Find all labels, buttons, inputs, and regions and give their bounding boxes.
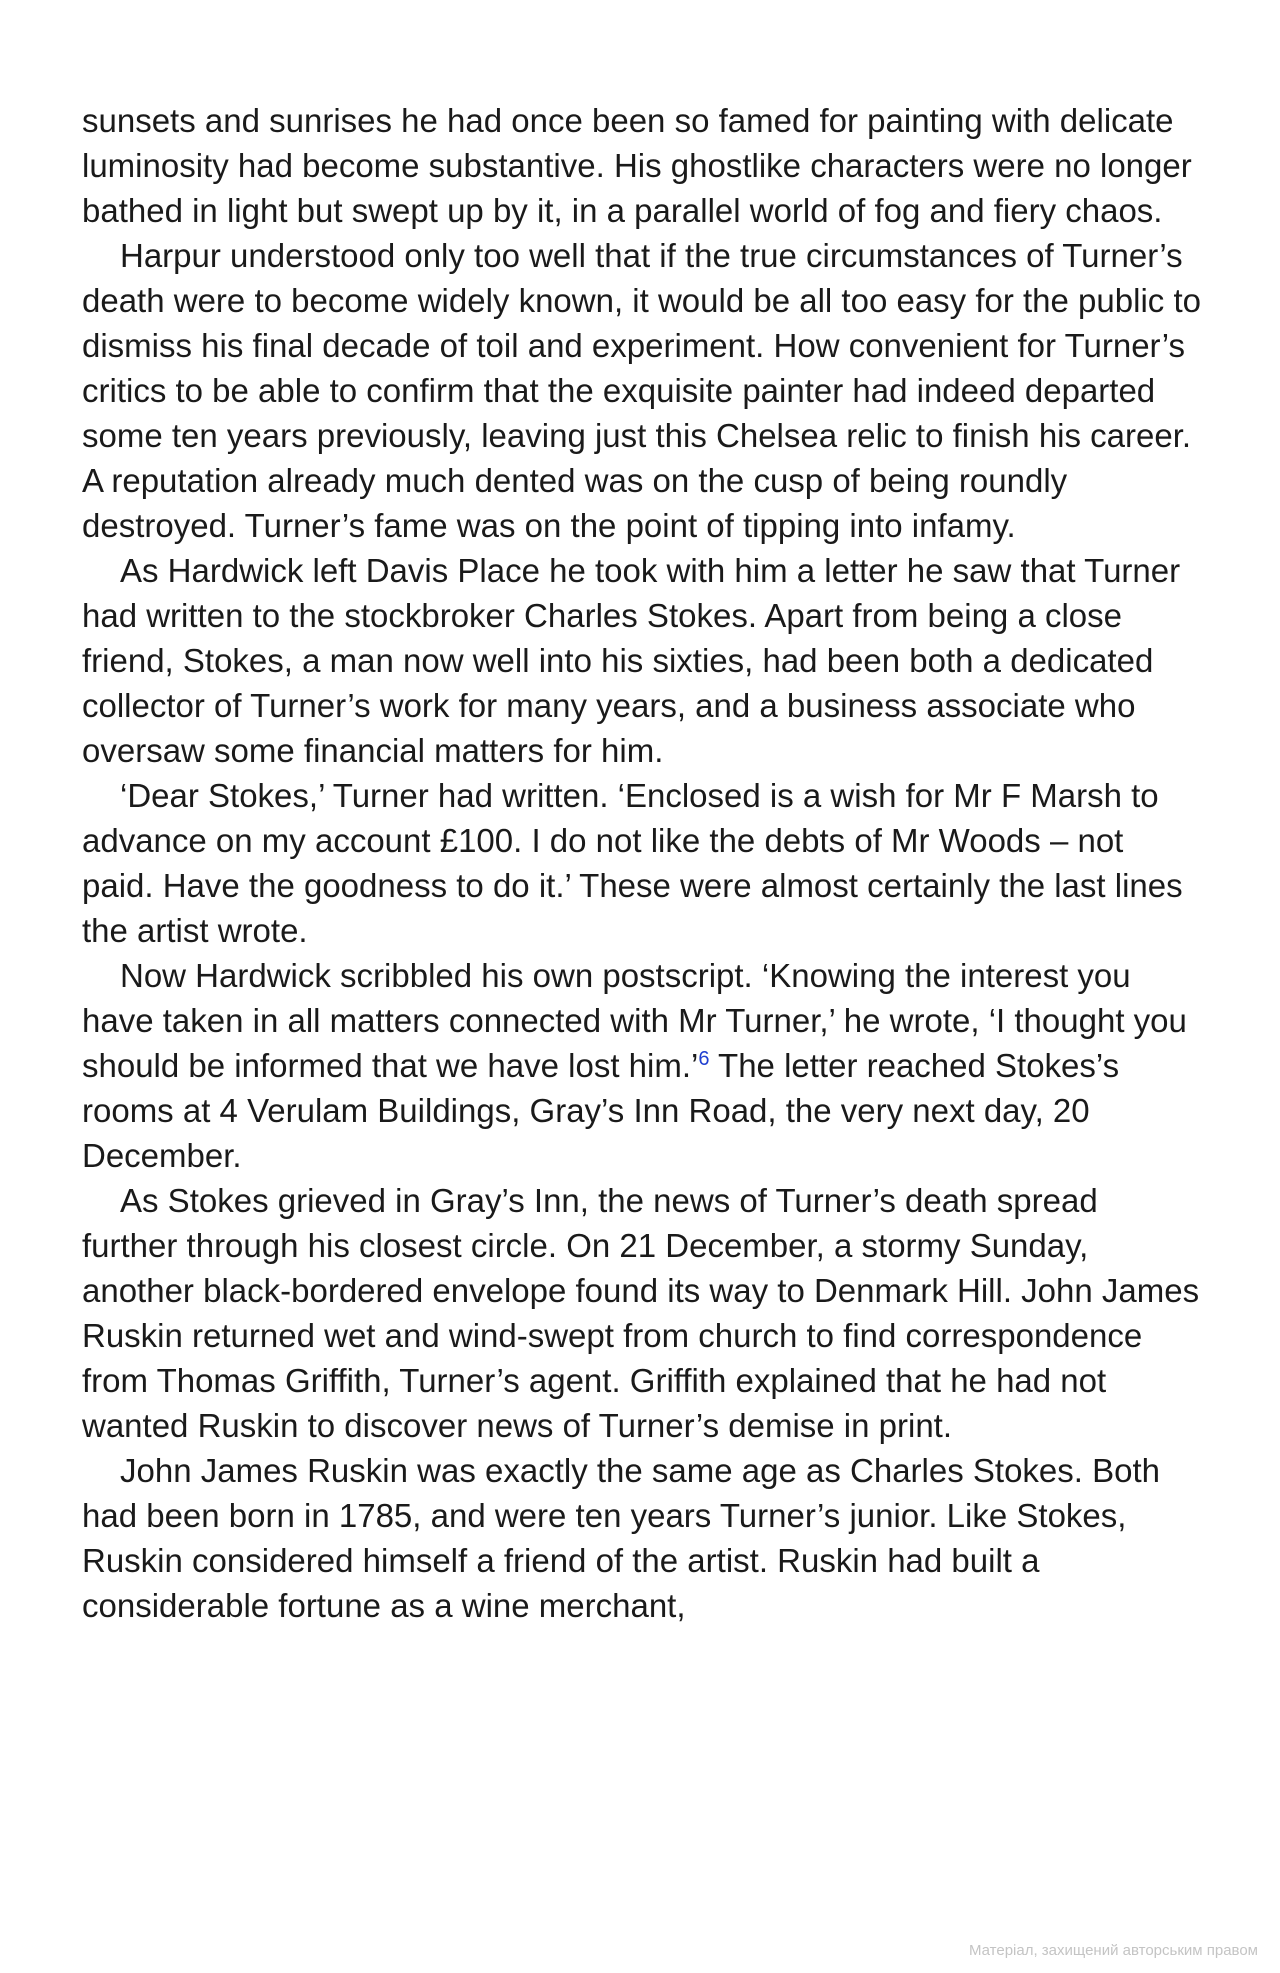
footnote-reference[interactable]: 6 bbox=[698, 1048, 710, 1070]
postscript-text-after: The letter reached Stokes’s rooms at 4 Verulam Buildings, Gray’s Inn Road, the very next day, 20 December. bbox=[82, 1047, 1120, 1174]
postscript-text-before: Now Hardwick scribbled his own postscript. ‘Knowing the interest you have taken in all matters connected with Mr Turner,’ he wrote, ‘I thought you should be informed that we have lost him.’ bbox=[82, 957, 1187, 1084]
body-text bbox=[82, 98, 1202, 1628]
paragraph-john-james-ruskin: John James Ruskin was exactly the same age as Charles Stokes. Both had been born in 1785, and were ten years Turner’s junior. Like Stokes, Ruskin considered himself a friend of the artist. Ruskin had built a considerable fortune as a wine merchant, bbox=[82, 1452, 1160, 1624]
paragraph-continued: sunsets and sunrises he had once been so famed for painting with delicate luminosity had become substantive. His ghostlike characters were no longer bathed in light but swept up by it, in a parallel world of fog and fiery chaos. bbox=[82, 102, 1192, 229]
paragraph-harpur: Harpur understood only too well that if the true circumstances of Turner’s death were to become widely known, it would be all too easy for the public to dismiss his final decade of toil and experiment. How convenient for Turner’s critics to be able to confirm that the exquisite painter had indeed departed some ten years previously, leaving just this Chelsea relic to finish his career. A reputation already much dented was on the cusp of being roundly destroyed. Turner’s fame was on the point of tipping into infamy. bbox=[82, 237, 1201, 544]
paragraph-dear-stokes: ‘Dear Stokes,’ Turner had written. ‘Enclosed is a wish for Mr F Marsh to advance on my account £100. I do not like the debts of Mr Woods – not paid. Have the goodness to do it.’ These were almost certainly the last lines the artist wrote. bbox=[82, 777, 1183, 949]
copyright-watermark: Матеріал, захищений авторським правом bbox=[968, 1942, 1258, 1959]
paragraph-hardwick-letter: As Hardwick left Davis Place he took with him a letter he saw that Turner had written to the stockbroker Charles Stokes. Apart from being a close friend, Stokes, a man now well into his sixties, had been both a dedicated collector of Turner’s work for many years, and a business associate who oversaw some financial matters for him. bbox=[82, 552, 1181, 769]
paragraph-stokes-grieved: As Stokes grieved in Gray’s Inn, the news of Turner’s death spread further through his closest circle. On 21 December, a stormy Sunday, another black-bordered envelope found its way to Denmark Hill. John James Ruskin returned wet and wind-swept from church to find correspondence from Thomas Griffith, Turner’s agent. Griffith explained that he had not wanted Ruskin to discover news of Turner’s demise in print. bbox=[82, 1182, 1200, 1444]
paragraph-postscript bbox=[82, 953, 1202, 1178]
